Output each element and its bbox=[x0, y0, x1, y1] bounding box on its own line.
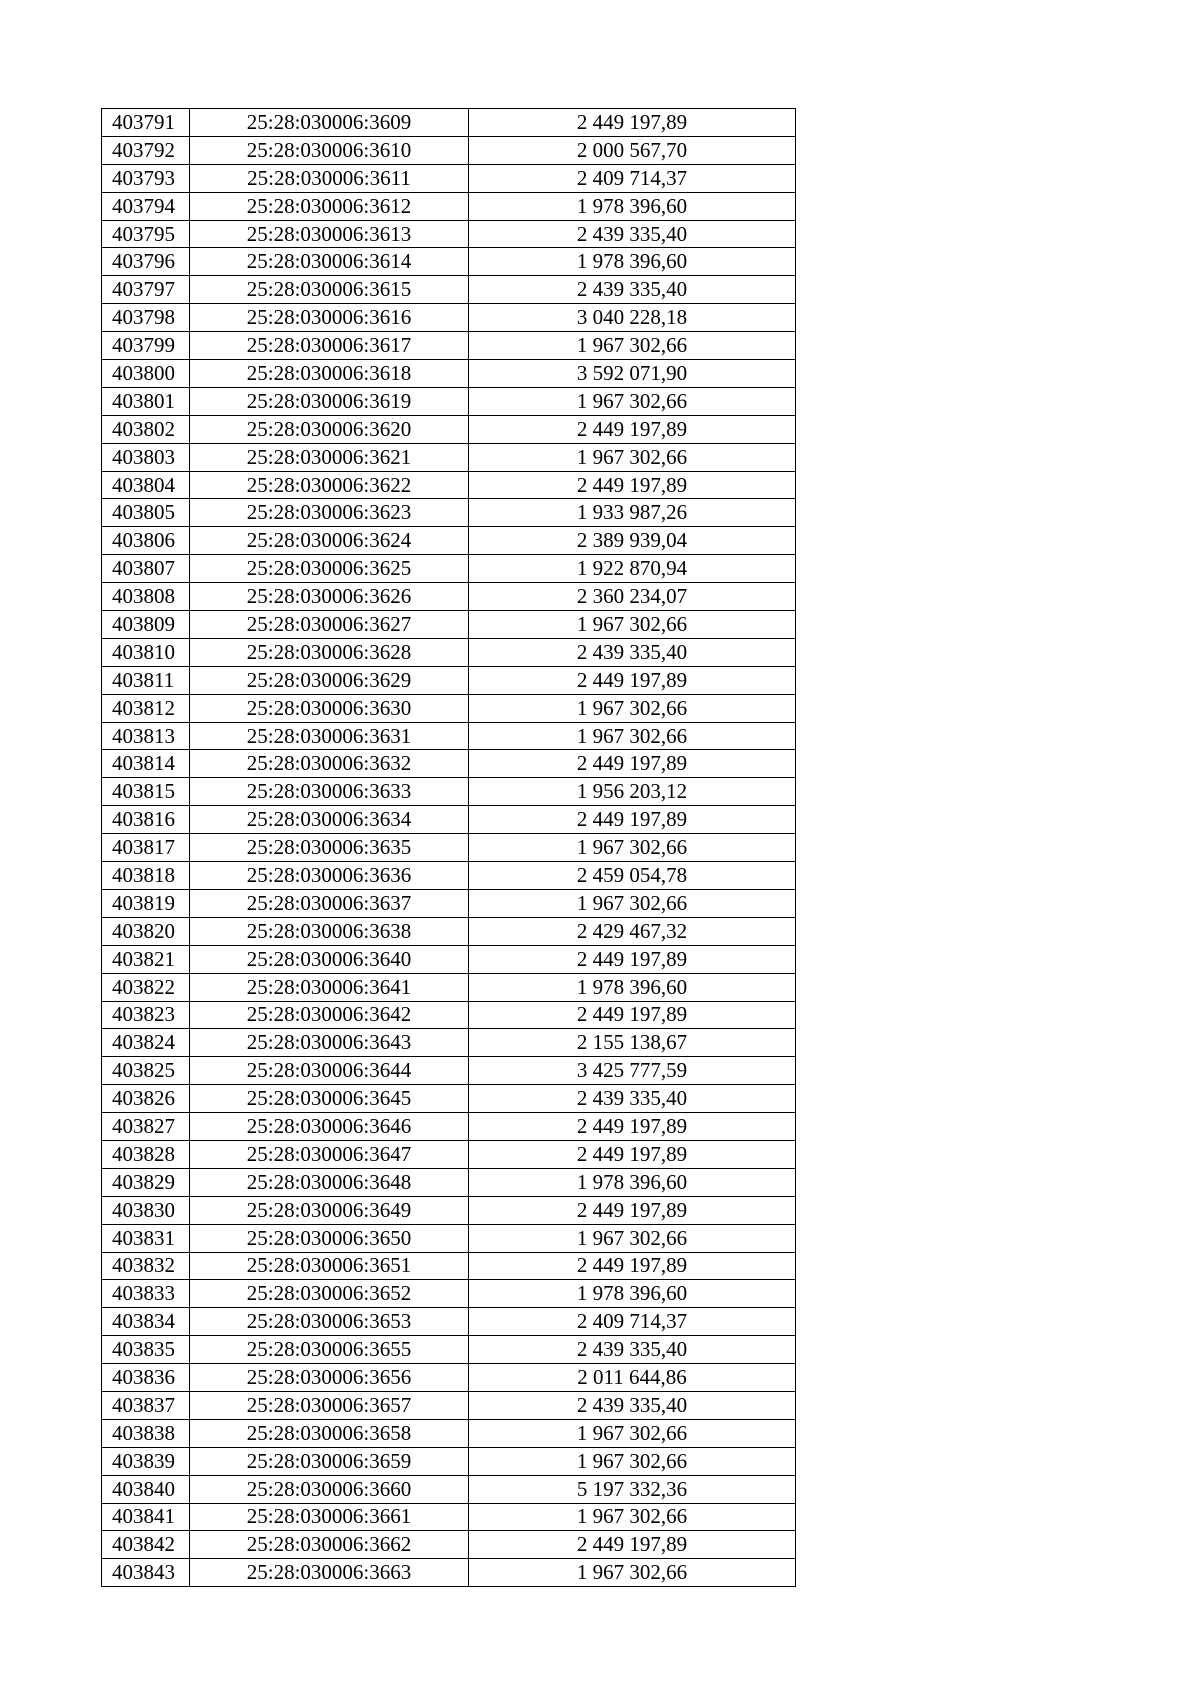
cadastral-value-cell: 1 933 987,26 bbox=[469, 499, 796, 527]
row-number-cell: 403843 bbox=[102, 1559, 190, 1587]
cadastral-value-cell: 2 429 467,32 bbox=[469, 917, 796, 945]
cadastral-number-cell: 25:28:030006:3627 bbox=[190, 611, 469, 639]
table-row bbox=[102, 694, 796, 722]
table-row bbox=[102, 945, 796, 973]
table-row bbox=[102, 1085, 796, 1113]
cadastral-number-cell: 25:28:030006:3617 bbox=[190, 332, 469, 360]
table-row bbox=[102, 1001, 796, 1029]
table-row bbox=[102, 1280, 796, 1308]
table-body bbox=[102, 109, 796, 1587]
row-number-cell: 403800 bbox=[102, 360, 190, 388]
cadastral-number-cell: 25:28:030006:3632 bbox=[190, 750, 469, 778]
cadastral-number-cell: 25:28:030006:3630 bbox=[190, 694, 469, 722]
table-row bbox=[102, 1559, 796, 1587]
cadastral-value-cell: 1 967 302,66 bbox=[469, 1447, 796, 1475]
cadastral-number-cell: 25:28:030006:3661 bbox=[190, 1503, 469, 1531]
table-row bbox=[102, 806, 796, 834]
cadastral-value-cell: 2 439 335,40 bbox=[469, 638, 796, 666]
cadastral-value-cell: 2 439 335,40 bbox=[469, 1336, 796, 1364]
table-row bbox=[102, 666, 796, 694]
cadastral-value-cell: 2 155 138,67 bbox=[469, 1029, 796, 1057]
table-row bbox=[102, 443, 796, 471]
row-number-cell: 403804 bbox=[102, 471, 190, 499]
table-row bbox=[102, 1447, 796, 1475]
cadastral-value-cell: 1 967 302,66 bbox=[469, 611, 796, 639]
table-row bbox=[102, 109, 796, 137]
row-number-cell: 403798 bbox=[102, 304, 190, 332]
cadastral-number-cell: 25:28:030006:3641 bbox=[190, 973, 469, 1001]
cadastral-number-cell: 25:28:030006:3624 bbox=[190, 527, 469, 555]
cadastral-number-cell: 25:28:030006:3629 bbox=[190, 666, 469, 694]
cadastral-value-cell: 3 425 777,59 bbox=[469, 1057, 796, 1085]
cadastral-value-cell: 1 967 302,66 bbox=[469, 1419, 796, 1447]
cadastral-number-cell: 25:28:030006:3638 bbox=[190, 917, 469, 945]
cadastral-value-cell: 2 449 197,89 bbox=[469, 471, 796, 499]
table-row bbox=[102, 862, 796, 890]
row-number-cell: 403801 bbox=[102, 387, 190, 415]
cadastral-value-cell: 2 439 335,40 bbox=[469, 276, 796, 304]
row-number-cell: 403809 bbox=[102, 611, 190, 639]
row-number-cell: 403792 bbox=[102, 136, 190, 164]
cadastral-number-cell: 25:28:030006:3615 bbox=[190, 276, 469, 304]
cadastral-number-cell: 25:28:030006:3663 bbox=[190, 1559, 469, 1587]
row-number-cell: 403837 bbox=[102, 1391, 190, 1419]
row-number-cell: 403794 bbox=[102, 192, 190, 220]
cadastral-value-cell: 2 459 054,78 bbox=[469, 862, 796, 890]
table-row bbox=[102, 1336, 796, 1364]
cadastral-number-cell: 25:28:030006:3662 bbox=[190, 1531, 469, 1559]
cadastral-number-cell: 25:28:030006:3644 bbox=[190, 1057, 469, 1085]
cadastral-value-cell: 1 967 302,66 bbox=[469, 694, 796, 722]
row-number-cell: 403796 bbox=[102, 248, 190, 276]
cadastral-value-cell: 1 978 396,60 bbox=[469, 1168, 796, 1196]
table-row bbox=[102, 164, 796, 192]
cadastral-value-cell: 2 011 644,86 bbox=[469, 1364, 796, 1392]
table-row bbox=[102, 1029, 796, 1057]
cadastral-value-cell: 1 967 302,66 bbox=[469, 1559, 796, 1587]
table-row bbox=[102, 889, 796, 917]
table-row bbox=[102, 332, 796, 360]
table-row bbox=[102, 917, 796, 945]
table-row bbox=[102, 1475, 796, 1503]
row-number-cell: 403814 bbox=[102, 750, 190, 778]
cadastral-number-cell: 25:28:030006:3658 bbox=[190, 1419, 469, 1447]
cadastral-value-cell: 1 978 396,60 bbox=[469, 192, 796, 220]
row-number-cell: 403803 bbox=[102, 443, 190, 471]
cadastral-number-cell: 25:28:030006:3652 bbox=[190, 1280, 469, 1308]
cadastral-number-cell: 25:28:030006:3659 bbox=[190, 1447, 469, 1475]
cadastral-number-cell: 25:28:030006:3642 bbox=[190, 1001, 469, 1029]
row-number-cell: 403836 bbox=[102, 1364, 190, 1392]
table-row bbox=[102, 1252, 796, 1280]
row-number-cell: 403823 bbox=[102, 1001, 190, 1029]
table-row bbox=[102, 136, 796, 164]
row-number-cell: 403791 bbox=[102, 109, 190, 137]
table-row bbox=[102, 1419, 796, 1447]
cadastral-value-cell: 1 978 396,60 bbox=[469, 1280, 796, 1308]
cadastral-value-cell: 2 439 335,40 bbox=[469, 220, 796, 248]
cadastral-number-cell: 25:28:030006:3647 bbox=[190, 1140, 469, 1168]
cadastral-value-cell: 2 409 714,37 bbox=[469, 1308, 796, 1336]
row-number-cell: 403811 bbox=[102, 666, 190, 694]
cadastral-number-cell: 25:28:030006:3623 bbox=[190, 499, 469, 527]
row-number-cell: 403818 bbox=[102, 862, 190, 890]
cadastral-number-cell: 25:28:030006:3646 bbox=[190, 1113, 469, 1141]
cadastral-value-cell: 2 449 197,89 bbox=[469, 1140, 796, 1168]
cadastral-number-cell: 25:28:030006:3656 bbox=[190, 1364, 469, 1392]
cadastral-value-cell: 1 967 302,66 bbox=[469, 889, 796, 917]
cadastral-value-cell: 2 449 197,89 bbox=[469, 415, 796, 443]
cadastral-value-cell: 1 967 302,66 bbox=[469, 1503, 796, 1531]
table-row bbox=[102, 248, 796, 276]
row-number-cell: 403819 bbox=[102, 889, 190, 917]
cadastral-value-cell: 2 449 197,89 bbox=[469, 1196, 796, 1224]
cadastral-value-cell: 2 449 197,89 bbox=[469, 1001, 796, 1029]
table-row bbox=[102, 360, 796, 388]
cadastral-value-cell: 2 449 197,89 bbox=[469, 109, 796, 137]
row-number-cell: 403795 bbox=[102, 220, 190, 248]
row-number-cell: 403841 bbox=[102, 1503, 190, 1531]
cadastral-value-cell: 2 449 197,89 bbox=[469, 666, 796, 694]
cadastral-number-cell: 25:28:030006:3619 bbox=[190, 387, 469, 415]
row-number-cell: 403826 bbox=[102, 1085, 190, 1113]
table-row bbox=[102, 1168, 796, 1196]
row-number-cell: 403799 bbox=[102, 332, 190, 360]
table-row bbox=[102, 1140, 796, 1168]
table-row bbox=[102, 834, 796, 862]
row-number-cell: 403812 bbox=[102, 694, 190, 722]
cadastral-value-cell: 1 967 302,66 bbox=[469, 332, 796, 360]
cadastral-value-cell: 1 967 302,66 bbox=[469, 1224, 796, 1252]
cadastral-number-cell: 25:28:030006:3611 bbox=[190, 164, 469, 192]
cadastral-number-cell: 25:28:030006:3633 bbox=[190, 778, 469, 806]
row-number-cell: 403806 bbox=[102, 527, 190, 555]
cadastral-number-cell: 25:28:030006:3618 bbox=[190, 360, 469, 388]
table-row bbox=[102, 1057, 796, 1085]
table-row bbox=[102, 471, 796, 499]
table-row bbox=[102, 778, 796, 806]
table-row bbox=[102, 973, 796, 1001]
cadastral-number-cell: 25:28:030006:3653 bbox=[190, 1308, 469, 1336]
row-number-cell: 403835 bbox=[102, 1336, 190, 1364]
row-number-cell: 403793 bbox=[102, 164, 190, 192]
row-number-cell: 403838 bbox=[102, 1419, 190, 1447]
cadastral-value-cell: 2 449 197,89 bbox=[469, 1252, 796, 1280]
cadastral-number-cell: 25:28:030006:3635 bbox=[190, 834, 469, 862]
cadastral-number-cell: 25:28:030006:3621 bbox=[190, 443, 469, 471]
cadastral-number-cell: 25:28:030006:3620 bbox=[190, 415, 469, 443]
table-row bbox=[102, 499, 796, 527]
table-row bbox=[102, 527, 796, 555]
cadastral-value-cell: 2 409 714,37 bbox=[469, 164, 796, 192]
cadastral-number-cell: 25:28:030006:3651 bbox=[190, 1252, 469, 1280]
cadastral-number-cell: 25:28:030006:3625 bbox=[190, 555, 469, 583]
table-row bbox=[102, 1531, 796, 1559]
table-row bbox=[102, 387, 796, 415]
cadastral-value-cell: 1 967 302,66 bbox=[469, 443, 796, 471]
cadastral-value-cell: 5 197 332,36 bbox=[469, 1475, 796, 1503]
cadastral-value-cell: 1 978 396,60 bbox=[469, 973, 796, 1001]
row-number-cell: 403834 bbox=[102, 1308, 190, 1336]
row-number-cell: 403827 bbox=[102, 1113, 190, 1141]
cadastral-value-cell: 1 978 396,60 bbox=[469, 248, 796, 276]
cadastral-number-cell: 25:28:030006:3655 bbox=[190, 1336, 469, 1364]
table-row bbox=[102, 1113, 796, 1141]
table-row bbox=[102, 415, 796, 443]
row-number-cell: 403817 bbox=[102, 834, 190, 862]
row-number-cell: 403815 bbox=[102, 778, 190, 806]
table-row bbox=[102, 611, 796, 639]
row-number-cell: 403807 bbox=[102, 555, 190, 583]
table-row bbox=[102, 1391, 796, 1419]
cadastral-number-cell: 25:28:030006:3657 bbox=[190, 1391, 469, 1419]
row-number-cell: 403802 bbox=[102, 415, 190, 443]
cadastral-number-cell: 25:28:030006:3626 bbox=[190, 583, 469, 611]
cadastral-value-cell: 2 449 197,89 bbox=[469, 806, 796, 834]
cadastral-value-cell: 2 439 335,40 bbox=[469, 1391, 796, 1419]
cadastral-value-cell: 1 967 302,66 bbox=[469, 387, 796, 415]
table-row bbox=[102, 555, 796, 583]
row-number-cell: 403832 bbox=[102, 1252, 190, 1280]
row-number-cell: 403808 bbox=[102, 583, 190, 611]
cadastral-value-table bbox=[101, 108, 796, 1587]
cadastral-number-cell: 25:28:030006:3637 bbox=[190, 889, 469, 917]
cadastral-value-cell: 2 449 197,89 bbox=[469, 945, 796, 973]
cadastral-number-cell: 25:28:030006:3649 bbox=[190, 1196, 469, 1224]
row-number-cell: 403828 bbox=[102, 1140, 190, 1168]
cadastral-value-cell: 1 967 302,66 bbox=[469, 834, 796, 862]
table-row bbox=[102, 1308, 796, 1336]
row-number-cell: 403821 bbox=[102, 945, 190, 973]
row-number-cell: 403810 bbox=[102, 638, 190, 666]
cadastral-number-cell: 25:28:030006:3634 bbox=[190, 806, 469, 834]
cadastral-number-cell: 25:28:030006:3660 bbox=[190, 1475, 469, 1503]
table-row bbox=[102, 1224, 796, 1252]
cadastral-number-cell: 25:28:030006:3643 bbox=[190, 1029, 469, 1057]
table-row bbox=[102, 750, 796, 778]
cadastral-value-cell: 2 449 197,89 bbox=[469, 1531, 796, 1559]
row-number-cell: 403816 bbox=[102, 806, 190, 834]
row-number-cell: 403830 bbox=[102, 1196, 190, 1224]
cadastral-number-cell: 25:28:030006:3622 bbox=[190, 471, 469, 499]
row-number-cell: 403840 bbox=[102, 1475, 190, 1503]
cadastral-value-cell: 2 439 335,40 bbox=[469, 1085, 796, 1113]
row-number-cell: 403825 bbox=[102, 1057, 190, 1085]
row-number-cell: 403813 bbox=[102, 722, 190, 750]
table-row bbox=[102, 1364, 796, 1392]
table-row bbox=[102, 638, 796, 666]
row-number-cell: 403833 bbox=[102, 1280, 190, 1308]
row-number-cell: 403805 bbox=[102, 499, 190, 527]
row-number-cell: 403797 bbox=[102, 276, 190, 304]
cadastral-value-cell: 1 967 302,66 bbox=[469, 722, 796, 750]
row-number-cell: 403842 bbox=[102, 1531, 190, 1559]
table-row bbox=[102, 583, 796, 611]
cadastral-value-cell: 3 040 228,18 bbox=[469, 304, 796, 332]
cadastral-value-cell: 2 449 197,89 bbox=[469, 1113, 796, 1141]
table-row bbox=[102, 304, 796, 332]
cadastral-value-cell: 1 956 203,12 bbox=[469, 778, 796, 806]
cadastral-number-cell: 25:28:030006:3631 bbox=[190, 722, 469, 750]
cadastral-value-cell: 2 389 939,04 bbox=[469, 527, 796, 555]
row-number-cell: 403822 bbox=[102, 973, 190, 1001]
cadastral-number-cell: 25:28:030006:3648 bbox=[190, 1168, 469, 1196]
row-number-cell: 403820 bbox=[102, 917, 190, 945]
table-row bbox=[102, 1196, 796, 1224]
table-row bbox=[102, 192, 796, 220]
cadastral-number-cell: 25:28:030006:3613 bbox=[190, 220, 469, 248]
cadastral-value-cell: 2 360 234,07 bbox=[469, 583, 796, 611]
cadastral-value-cell: 2 000 567,70 bbox=[469, 136, 796, 164]
cadastral-number-cell: 25:28:030006:3650 bbox=[190, 1224, 469, 1252]
cadastral-number-cell: 25:28:030006:3616 bbox=[190, 304, 469, 332]
cadastral-number-cell: 25:28:030006:3645 bbox=[190, 1085, 469, 1113]
row-number-cell: 403824 bbox=[102, 1029, 190, 1057]
cadastral-value-cell: 3 592 071,90 bbox=[469, 360, 796, 388]
cadastral-value-cell: 2 449 197,89 bbox=[469, 750, 796, 778]
cadastral-number-cell: 25:28:030006:3614 bbox=[190, 248, 469, 276]
cadastral-number-cell: 25:28:030006:3636 bbox=[190, 862, 469, 890]
row-number-cell: 403829 bbox=[102, 1168, 190, 1196]
table-row bbox=[102, 276, 796, 304]
cadastral-number-cell: 25:28:030006:3628 bbox=[190, 638, 469, 666]
cadastral-number-cell: 25:28:030006:3609 bbox=[190, 109, 469, 137]
table-row bbox=[102, 722, 796, 750]
cadastral-number-cell: 25:28:030006:3612 bbox=[190, 192, 469, 220]
cadastral-number-cell: 25:28:030006:3610 bbox=[190, 136, 469, 164]
table-row bbox=[102, 1503, 796, 1531]
cadastral-value-cell: 1 922 870,94 bbox=[469, 555, 796, 583]
cadastral-number-cell: 25:28:030006:3640 bbox=[190, 945, 469, 973]
row-number-cell: 403839 bbox=[102, 1447, 190, 1475]
table-row bbox=[102, 220, 796, 248]
row-number-cell: 403831 bbox=[102, 1224, 190, 1252]
